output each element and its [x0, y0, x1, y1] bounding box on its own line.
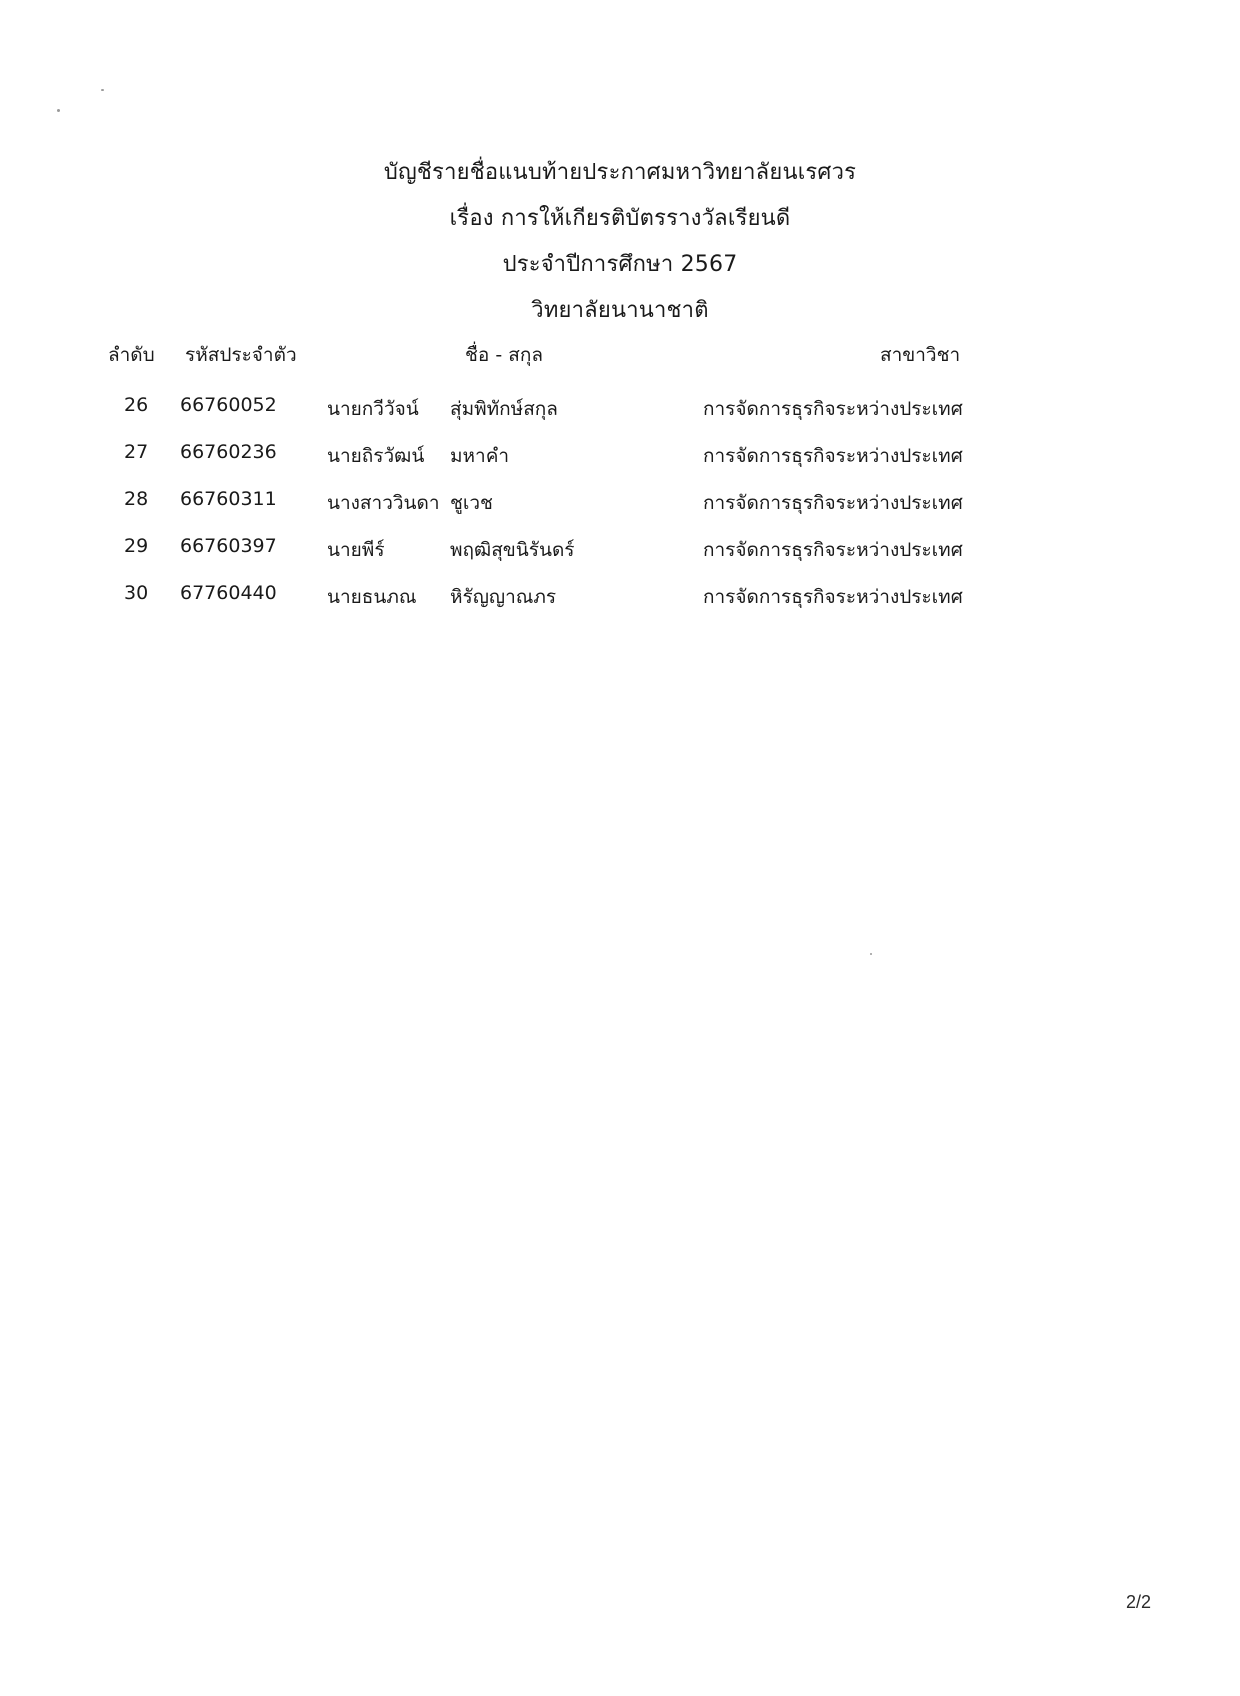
- row-first-name: นางสาววินดา: [327, 492, 440, 514]
- header-title: บัญชีรายชื่อแนบท้ายประกาศมหาวิทยาลัยนเรศวร: [383, 160, 857, 185]
- row-major: การจัดการธุรกิจระหว่างประเทศ: [703, 539, 963, 561]
- table-row: [0, 435, 1240, 482]
- header-subject: เรื่อง การให้เกียรติบัตรรางวัลเรียนดี: [449, 206, 791, 231]
- row-first-name: นายกวีวัจน์: [327, 398, 419, 420]
- row-student-id: 66760311: [180, 488, 277, 510]
- row-first-name: นายธนภณ: [327, 586, 417, 608]
- row-student-id: 66760397: [180, 535, 277, 557]
- row-major: การจัดการธุรกิจระหว่างประเทศ: [703, 492, 963, 514]
- table-header: [0, 340, 1240, 380]
- row-seq: 26: [124, 394, 149, 416]
- row-major: การจัดการธุรกิจระหว่างประเทศ: [703, 445, 963, 467]
- document-header: [0, 150, 1240, 334]
- column-header-seq: ลำดับ: [108, 344, 155, 366]
- row-first-name: นายถิรวัฒน์: [327, 445, 425, 467]
- row-last-name: หิรัญญาณภร: [450, 586, 557, 608]
- row-seq: 27: [124, 441, 149, 463]
- row-seq: 30: [124, 582, 149, 604]
- row-seq: 29: [124, 535, 149, 557]
- column-header-major: สาขาวิชา: [880, 344, 961, 366]
- row-last-name: พฤฒิสุขนิรันดร์: [450, 539, 575, 561]
- column-header-name: ชื่อ - สกุล: [465, 344, 543, 366]
- row-major: การจัดการธุรกิจระหว่างประเทศ: [703, 586, 963, 608]
- row-seq: 28: [124, 488, 149, 510]
- row-last-name: ชูเวช: [450, 492, 493, 514]
- row-student-id: 67760440: [180, 582, 277, 604]
- student-list: [0, 388, 1240, 623]
- row-major: การจัดการธุรกิจระหว่างประเทศ: [703, 398, 963, 420]
- scan-speck: [57, 109, 60, 112]
- row-last-name: มหาคำ: [450, 445, 510, 467]
- table-row: [0, 576, 1240, 623]
- table-row: [0, 529, 1240, 576]
- header-academic-year: ประจำปีการศึกษา 2567: [502, 252, 738, 277]
- scan-speck: [870, 953, 872, 955]
- table-row: [0, 482, 1240, 529]
- header-college: วิทยาลัยนานาชาติ: [531, 298, 709, 323]
- page-number: 2/2: [1126, 1592, 1152, 1612]
- row-first-name: นายพีร์: [327, 539, 385, 561]
- row-student-id: 66760236: [180, 441, 277, 463]
- scan-speck: [101, 89, 104, 91]
- column-header-student-id: รหัสประจำตัว: [185, 344, 297, 366]
- table-row: [0, 388, 1240, 435]
- row-last-name: สุ่มพิทักษ์สกุล: [450, 398, 558, 420]
- row-student-id: 66760052: [180, 394, 277, 416]
